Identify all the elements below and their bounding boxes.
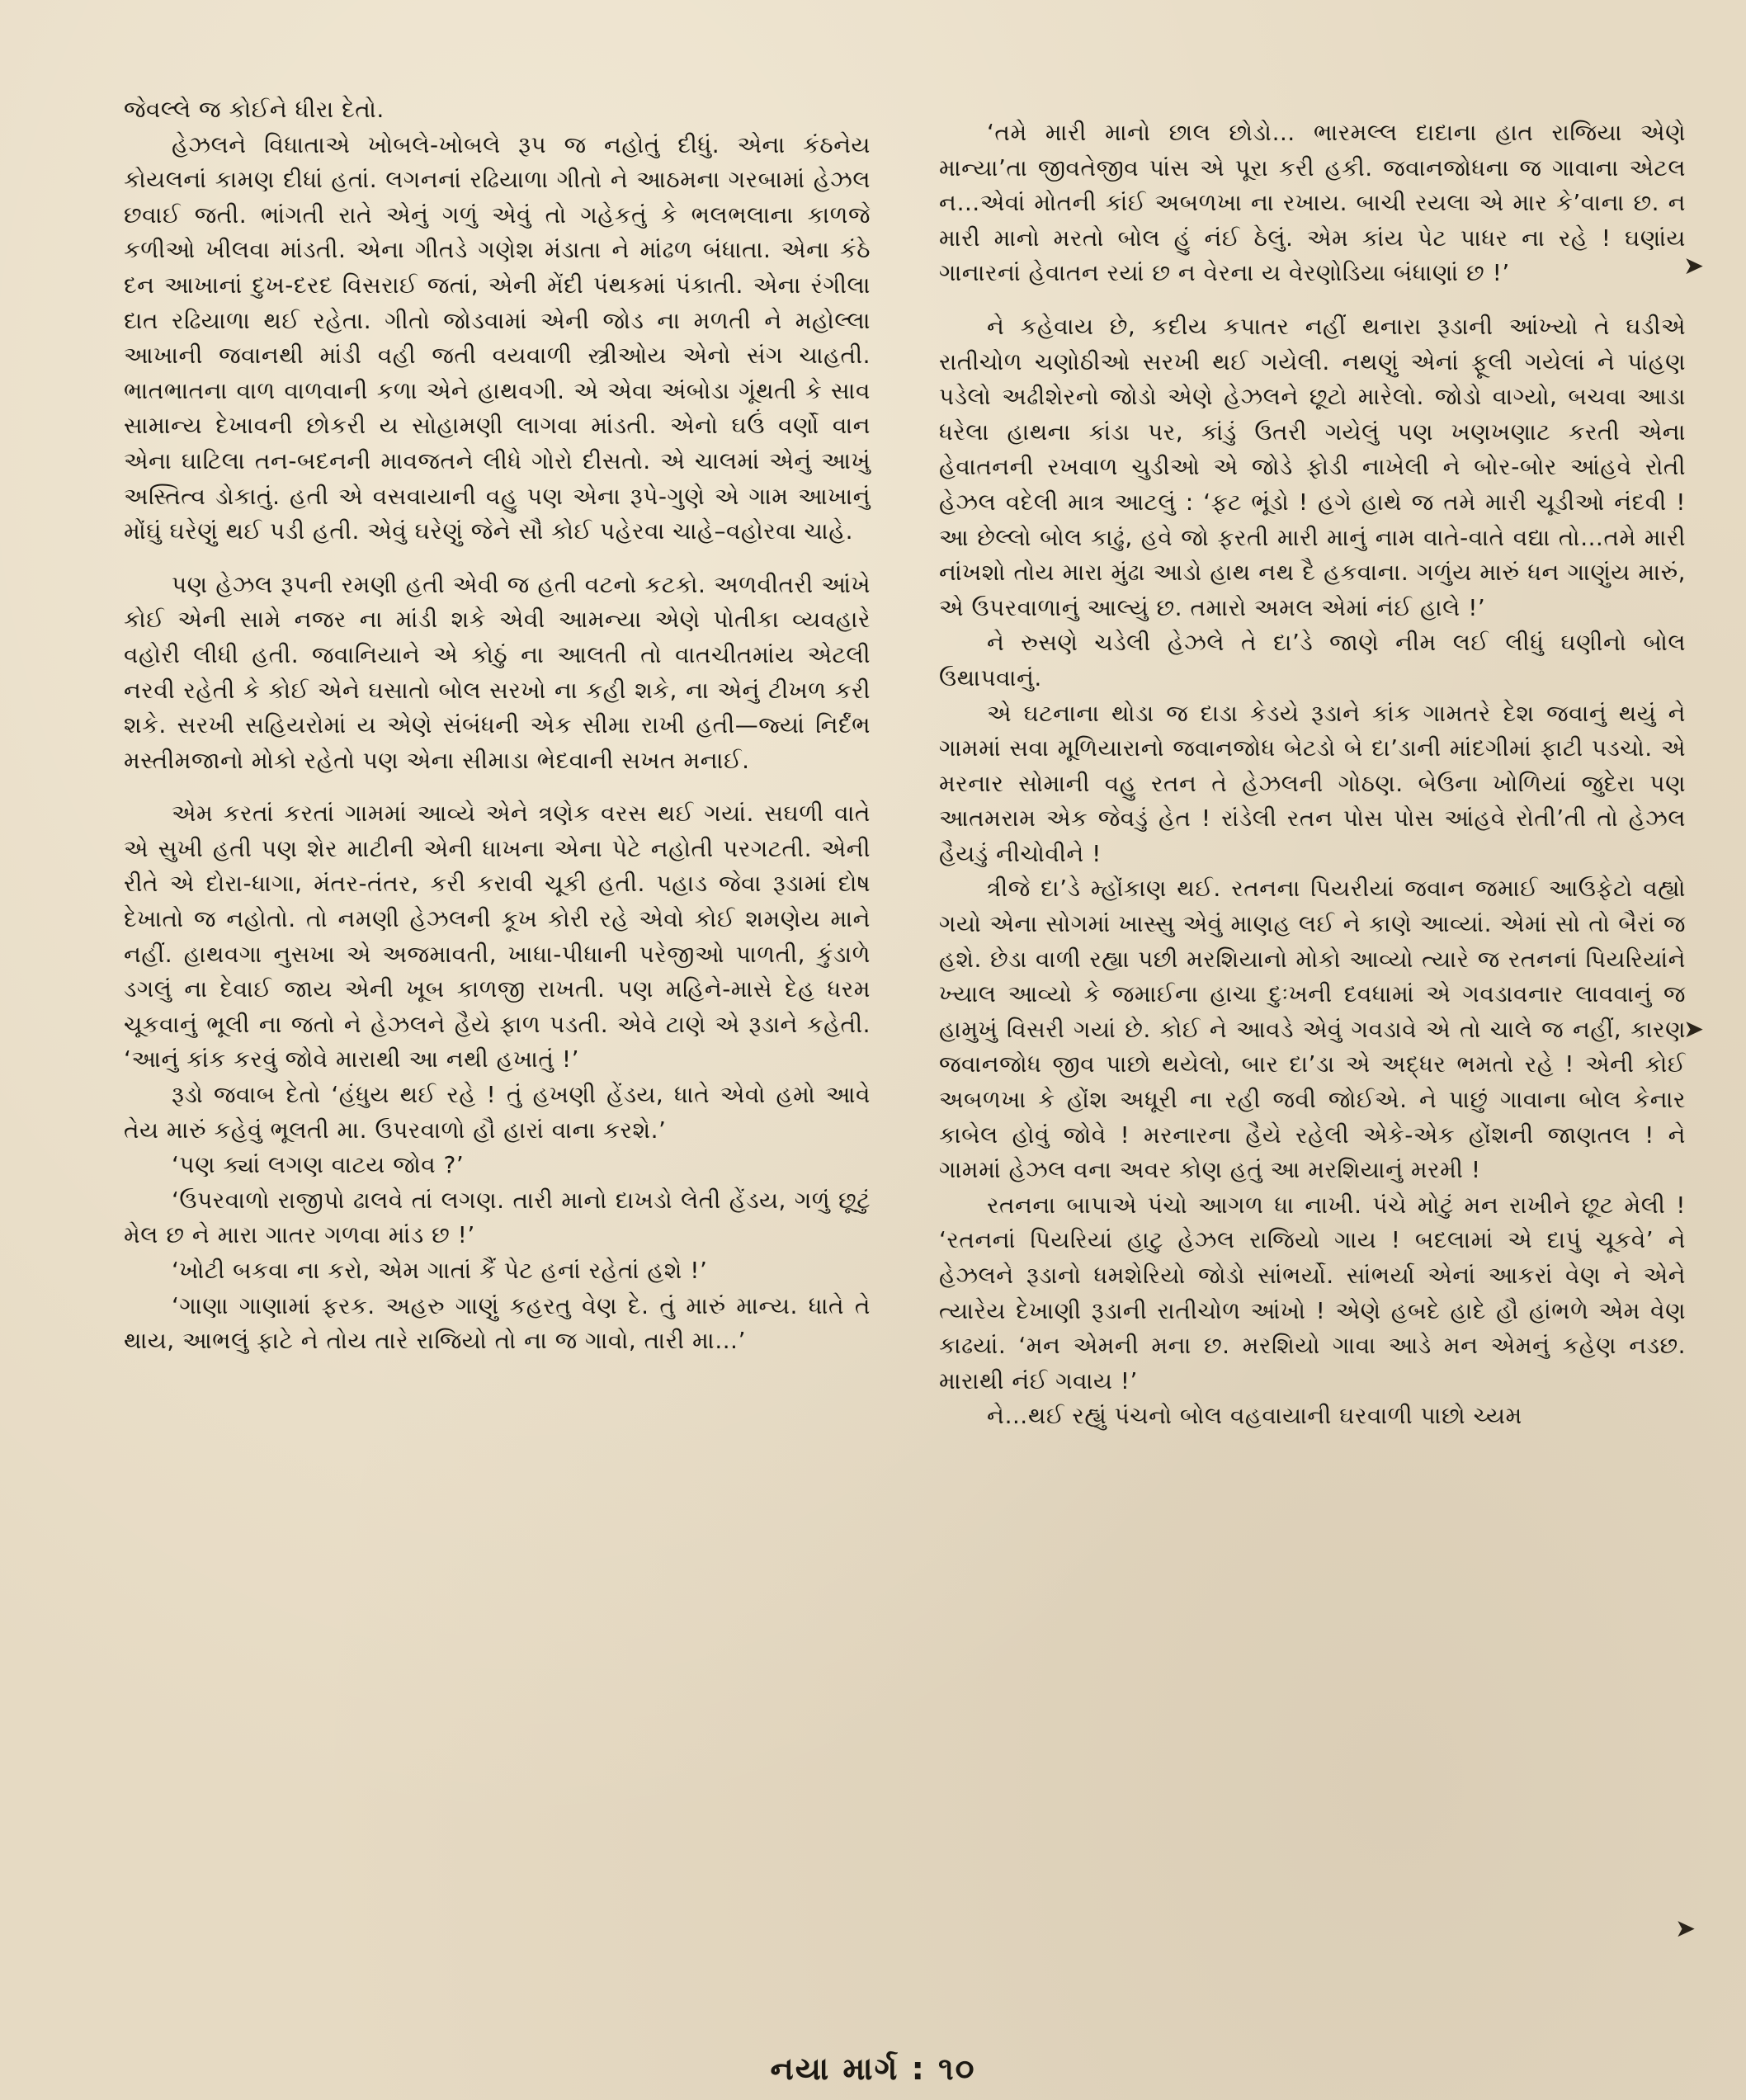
left-column [124,92,871,1359]
paragraph: હેઝલને વિધાતાએ ખોબલે-ખોબલે રૂપ જ નહોતું દીધું. એના કંઠનેય કોયલનાં કામણ દીધાં હતાં. લગનનાં રઢિયાળા ગીતો ને આઠમના ગરબામાં હેઝલ છવાઈ જતી. ભાંગતી રાતે એનું ગળું એવું તો ગહેકતું કે ભલભલાના કાળજે કળીઓ ખીલવા માંડતી. એના ગીતડે ગણેશ મંડાતા ને માંઢળ બંધાતા. એના કંઠે દન આખાનાં દુખ-દરદ વિસરાઈ જતાં, એની મેંદી પંથકમાં પંકાતી. એના રંગીલા દાત રઢિયાળા થઈ રહેતા. ગીતો જોડવામાં એની જોડ ના મળતી ને મહોલ્લા આખાની જવાનથી માંડી વહી જતી વયવાળી સ્ત્રીઓય એનો સંગ ચાહતી. ભાતભાતના વાળ વાળવાની કળા એને હાથવગી. એ એવા અંબોડા ગૂંથતી કે સાવ સામાન્ય દેખાવની છોકરી ય સોહામણી લાગવા માંડતી. એનો ઘઉં વર્ણો વાન એના ઘાટિલા તન-બદનની માવજતને લીધે ગોરો દીસતો. એ ચાલમાં એનું આખું અસ્તિત્વ ડોકાતું. હતી એ વસવાયાની વહુ પણ એના રૂપે-ગુણે એ ગામ આખાનું મોંઘું ઘરેણું થઈ પડી હતી. એવું ઘરેણું જેને સૌ કોઈ પહેરવા ચાહે–વહોરવા ચાહે. [124,130,871,545]
paragraph: રતનના બાપાએ પંચો આગળ ધા નાખી. પંચે મોટું મન રાખીને છૂટ મેલી ! ‘રતનનાં પિયરિયાં હાટુ હેઝલ રાજિયો ગાય ! બદલામાં એ દાપું ચૂકવે’ ને હેઝલને રૂડાનો ધમશેરિયો જોડો સાંભર્યો. સાંભર્યા એનાં આકરાં વેણ ને એને ત્યારેય દેખાણી રૂડાની રાતીચોળ આંખો ! એણે હબદે હાદે હૌ હાંભળે એમ વેણ કાઢયાં. ‘મન એમની મના છ. મરશિયો ગાવા આડે મન એમનું કહેણ નડછ. મારાથી નંઈ ગવાય !’ [939,1191,1686,1394]
right-column [939,116,1686,1434]
paragraph: એમ કરતાં કરતાં ગામમાં આવ્યે એને ત્રણેક વરસ થઈ ગયાં. સઘળી વાતે એ સુખી હતી પણ શેર માટીની એની ધાખના એના પેટે નહોતી પરગટતી. એની રીતે એ દોરા-ધાગા, મંતર-તંતર, કરી કરાવી ચૂકી હતી. પહાડ જેવા રૂડામાં દોષ દેખાતો જ નહોતો. તો નમણી હેઝલની કૂખ કોરી રહે એવો કોઈ શમણેય માને નહીં. હાથવગા નુસખા એ અજમાવતી, ખાધા-પીધાની પરેજીઓ પાળતી, કુંડાળે ડગલું ના દેવાઈ જાય એની ખૂબ કાળજી રાખતી. પણ મહિને-માસે દેહ ધરમ ચૂકવાનું ભૂલી ના જતો ને હેઝલને હૈયે ફાળ પડતી. એવે ટાણે એ રૂડાને કહેતી. ‘આનું કાંક કરવું જોવે મારાથી આ નથી હખાતું !’ [124,800,871,1074]
paragraph: ‘ગાણા ગાણામાં ફરક. અહરુ ગાણું કહરતુ વેણ દે. તું મારું માન્ય. ધાતે તે થાય, આભલું ફાટે ને તોય તારે રાજિયો તો ના જ ગાવો, તારી મા…’ [124,1291,871,1355]
paragraph: ‘પણ ક્યાં લગણ વાટય જોવ ?’ [172,1151,465,1179]
paragraph: રૂડો જવાબ દેતો ‘હંધુય થઈ રહે ! તું હખણી હેંડય, ધાતે એવો હમો આવે તેય મારું કહેવું ભૂલતી મા. ઉપરવાળો હૌ હારાં વાના કરશે.’ [124,1081,871,1144]
paragraph: ને કહેવાય છે, કદીય કપાતર નહીં થનારા રૂડાની આંખ્યો તે ઘડીએ રાતીચોળ ચણોઠીઓ સરખી થઈ ગયેલી. નથણું એનાં ફૂલી ગયેલાં ને પાંહણ પડેલો અઢીશેરનો જોડો એણે હેઝલને છૂટો મારેલો. જોડો વાગ્યો, બચવા આડા ધરેલા હાથના કાંડા પર, કાંડું ઉતરી ગયેલું પણ ખણખણાટ કરતી એના હેવાતનની રખવાળ ચુડીઓ એ જોડે ફોડી નાખેલી ને બોર-બોર આંહવે રોતી હેઝલ વદેલી માત્ર આટલું : ‘ફટ ભૂંડો ! હગે હાથે જ તમે મારી ચૂડીઓ નંદવી ! આ છેલ્લો બોલ કાઢું, હવે જો ફરતી મારી માનું નામ વાતે-વાતે વદ્યા તો…તમે મારી નાંખશો તોય મારા મુંઢા આડો હાથ નથ દૈ હકવાના. ગળુંય મારું ધન ગાણુંય મારું, એ ઉપરવાળાનું આલ્યું છ. તમારો અમલ એમાં નંઈ હાલે !’ [939,312,1686,621]
paragraph: પણ હેઝલ રૂપની રમણી હતી એવી જ હતી વટનો કટકો. અળવીતરી આંખે કોઈ એની સામે નજર ના માંડી શકે એવી આમન્યા એણે પોતીકા વ્યવહારે વહોરી લીધી હતી. જવાનિયાને એ કોઠું ના આલતી તો વાતચીતમાંય એટલી નરવી રહેતી કે કોઈ એને ઘસાતો બોલ સરખો ના કહી શકે, ના એનું ટીખળ કરી શકે. સરખી સહિયરોમાં ય એણે સંબંધની એક સીમા રાખી હતી—જ્યાં નિર્દંભ મસ્તીમજાનો મોકો રહેતો પણ એના સીમાડા ભેદવાની સખત મનાઈ. [124,570,871,774]
page-footer: નયા માર્ગ : ૧૦ [770,2050,976,2087]
margin-mark-icon: ➤ [1683,1015,1705,1044]
paragraph: ‘ઉપરવાળો રાજીપો ઢાલવે તાં લગણ. તારી માનો દાખડો લેતી હેંડય, ગળું છૂટું મેલ છ ને મારા ગાતર ગળવા માંડ છ !’ [124,1186,871,1249]
paragraph: એ ઘટનાના થોડા જ દાડા કેડયે રૂડાને કાંક ગામતરે દેશ જવાનું થયું ને ગામમાં સવા મૂળિયારાનો જવાનજોધ બેટડો બે દા’ડાની માંદગીમાં ફાટી પડચો. એ મરનાર સોમાની વહુ રતન તે હેઝલની ગોઠણ. બેઉના ખોળિયાં જુદેરા પણ આતમરામ એક જેવડું હેત ! રાંડેલી રતન પોસ પોસ આંહવે રોતી’તી તો હેઝલ હૈયડું નીચોવીને ! [939,699,1686,867]
paragraph: ને…થઈ રહ્યું પંચનો બોલ વહવાયાની ઘરવાળી પાછો ચ્યમ [987,1402,1522,1430]
paragraph: ‘ખોટી બકવા ના કરો, એમ ગાતાં કૈં પેટ હનાં રહેતાં હશે !’ [172,1257,708,1284]
paragraph: ને રુસણે ચડેલી હેઝલે તે દા’ડે જાણે નીમ લઈ લીધું ઘણીનો બોલ ઉથાપવાનું. [939,629,1686,691]
paragraph: જેવલ્લે જ કોઈને ધીરા દેતો. [124,96,385,123]
margin-mark-icon: ➤ [1675,1914,1696,1943]
margin-mark-icon: ➤ [1683,252,1705,281]
paragraph: ત્રીજે દા’ડે મ્હોંકાણ થઈ. રતનના પિયરીયાં જવાન જમાઈ આઉફેટો વહ્યો ગયો એના સોગમાં ખાસ્સુ એવું માણહ લઈ ને કાણે આવ્યાં. એમાં સો તો બૈરાં જ હશે. છેડા વાળી રહ્યા પછી મરશિયાનો મોકો આવ્યો ત્યારે જ રતનનાં પિયરિયાંને ખ્યાલ આવ્યો કે જમાઈના હાચા દુઃખની દવધામાં એ ગવડાવનાર લાવવાનું જ હામુખું વિસરી ગયાં છે. કોઈ ને આવડે એવું ગવડાવે એ તો ચાલે જ નહીં, કારણ જવાનજોધ જીવ પાછો થયેલો, બાર દા’ડા એ અદ્ધર ભમતો રહે ! એની કોઈ અબળખા કે હોંશ અધૂરી ના રહી જવી જોઈએ. ને પાછું ગાવાના બોલ કેનાર કાબેલ હોવું જોવે ! મરનારના હૈયે રહેલી એકે-એક હોંશની જાણતલ ! ને ગામમાં હેઝલ વના અવર કોણ હતું આ મરશિયાનું મરમી ! [939,875,1686,1184]
paragraph: ‘તમે મારી માનો છાલ છોડો… ભારમલ્લ દાદાના હાત રાજિયા એણે માન્યા’તા જીવતેજીવ પાંસ એ પૂરા કરી હકી. જવાનજોધના જ ગાવાના એટલ ન…એવાં મોતની કાંઈ અબળખા ના રખાય. બાચી રયલા એ માર કે’વાના છ. ન મારી માનો મરતો બોલ હું નંઈ ઠેલું. એમ કાંય પેટ પાધર ના રહે ! ઘણાંય ગાનારનાં હેવાતન રયાં છ ન વેરના ય વેરણોડિયા બંધાણાં છ !’ [939,119,1686,287]
